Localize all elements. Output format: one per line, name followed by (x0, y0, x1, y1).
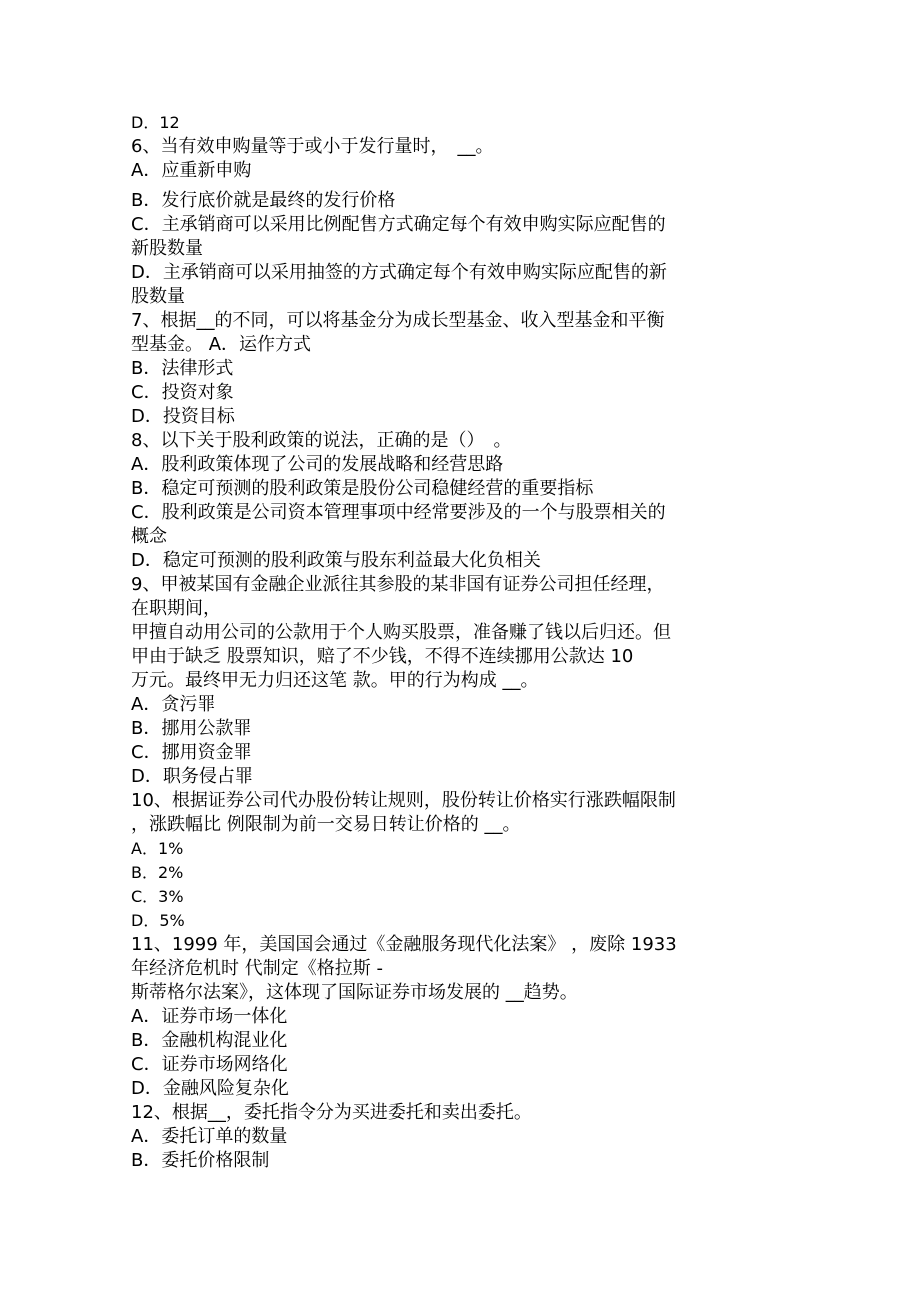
text-line: 11、1999 年，美国国会通过《金融服务现代化法案》 ，废除 1933 (131, 934, 677, 955)
text-line: 年经济危机时 代制定《格拉斯 - (131, 958, 383, 979)
text-line: B．委托价格限制 (131, 1150, 270, 1171)
text-line: B．稳定可预测的股利政策是股份公司稳健经营的重要指标 (131, 478, 594, 499)
text-line: 甲由于缺乏 股票知识，赔了不少钱，不得不连续挪用公款达 10 (131, 646, 634, 667)
text-line: C．证券市场网络化 (131, 1054, 288, 1075)
text-line: 10、根据证券公司代办股份转让规则，股份转让价格实行涨跌幅限制 (131, 790, 676, 811)
text-line: D．5% (131, 911, 185, 930)
text-line: 9、甲被某国有金融企业派往其参股的某非国有证券公司担任经理， (131, 574, 665, 595)
text-line: D．稳定可预测的股利政策与股东利益最大化负相关 (131, 550, 541, 571)
text-line: B．发行底价就是最终的发行价格 (131, 190, 396, 211)
text-line: A．贪污罪 (131, 694, 216, 715)
text-line: ，涨跌幅比 例限制为前一交易日转让价格的 __。 (131, 814, 521, 835)
text-line: 12、根据__，委托指令分为买进委托和卖出委托。 (131, 1102, 532, 1123)
text-line: 在职期间， (131, 598, 221, 619)
text-line: C．3% (131, 887, 184, 906)
text-line: A．应重新申购 (131, 160, 252, 181)
text-line: D．投资目标 (131, 406, 235, 427)
text-line: B．2% (131, 863, 184, 882)
text-line: D．主承销商可以采用抽签的方式确定每个有效申购实际应配售的新 (131, 262, 667, 283)
text-line: D．职务侵占罪 (131, 766, 253, 787)
text-line: A．委托订单的数量 (131, 1126, 288, 1147)
text-line: C．挪用资金罪 (131, 742, 252, 763)
text-line: C．主承销商可以采用比例配售方式确定每个有效申购实际应配售的 (131, 214, 666, 235)
text-line: 6、当有效申购量等于或小于发行量时， __。 (131, 136, 494, 157)
text-line: C．股利政策是公司资本管理事项中经常要涉及的一个与股票相关的 (131, 502, 666, 523)
text-line: 8、以下关于股利政策的说法，正确的是（） 。 (131, 430, 512, 451)
text-line: A．股利政策体现了公司的发展战略和经营思路 (131, 454, 504, 475)
text-line: A．1% (131, 839, 184, 858)
text-line: B．法律形式 (131, 358, 234, 379)
document-page (131, 111, 781, 1173)
text-line: B．金融机构混业化 (131, 1030, 288, 1051)
text-line: 万元。最终甲无力归还这笔 款。甲的行为构成 __。 (131, 670, 539, 691)
text-line: 7、根据__的不同，可以将基金分为成长型基金、收入型基金和平衡 (131, 310, 665, 331)
text-line: 新股数量 (131, 238, 203, 259)
text-line: D．金融风险复杂化 (131, 1078, 289, 1099)
text-line: 型基金。 A．运作方式 (131, 334, 312, 355)
text-line: 甲擅自动用公司的公款用于个人购买股票，准备赚了钱以后归还。但 (131, 622, 671, 643)
text-line: A．证券市场一体化 (131, 1006, 288, 1027)
text-line: B．挪用公款罪 (131, 718, 252, 739)
text-line: D．12 (131, 113, 180, 132)
text-line: 斯蒂格尔法案》，这体现了国际证券市场发展的 __趋势。 (131, 982, 578, 1003)
text-line: C．投资对象 (131, 382, 234, 403)
text-line: 概念 (131, 526, 167, 547)
text-line: 股数量 (131, 286, 185, 307)
